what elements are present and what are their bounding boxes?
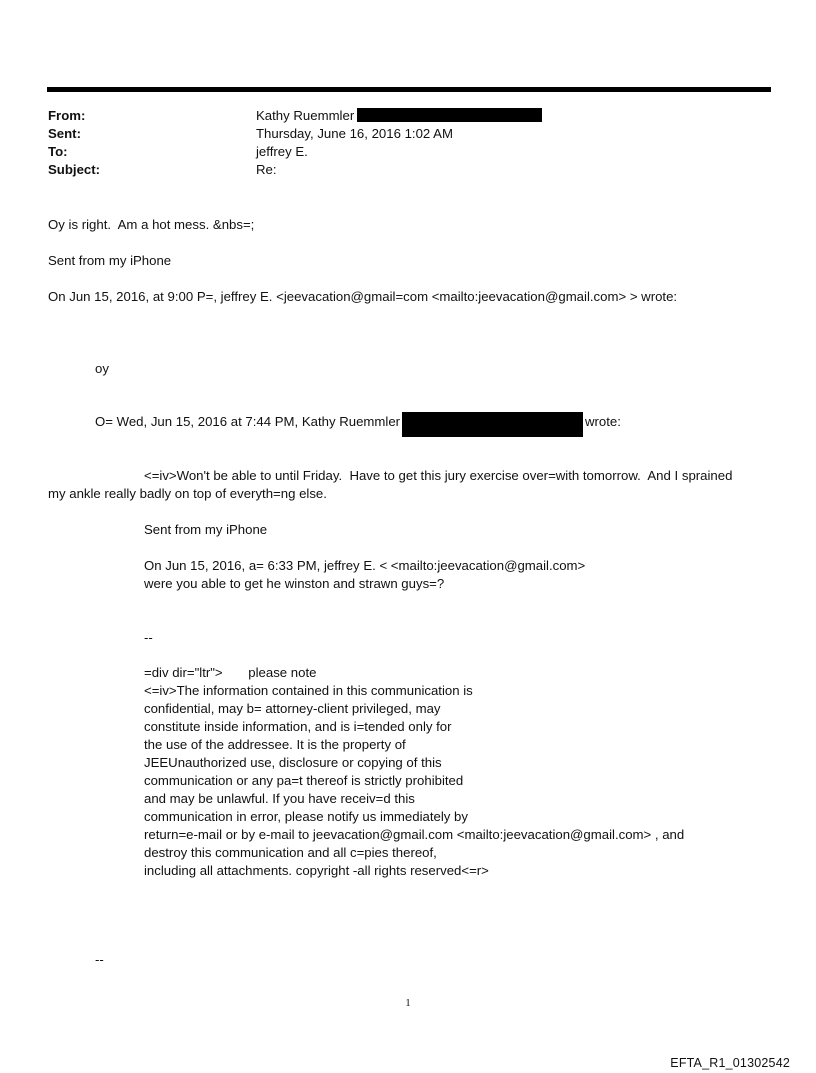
quote-header-suffix: wrote: bbox=[585, 414, 621, 429]
disclaimer-line: JEEUnauthorized use, disclosure or copying of this bbox=[144, 755, 442, 770]
separator-text: -- bbox=[95, 952, 104, 967]
from-value: Kathy Ruemmler bbox=[256, 108, 355, 123]
disclaimer-line: and may be unlawful. If you have receiv=d this bbox=[144, 791, 415, 806]
signature-line: Sent from my iPhone bbox=[48, 253, 172, 268]
redaction-box bbox=[357, 108, 542, 122]
signature-line: Sent from my iPhone bbox=[144, 522, 268, 537]
disclaimer-line: return=e-mail or by e-mail to jeevacation@gmail.com <mailto:jeevacation@gmail.com> , and bbox=[144, 827, 685, 842]
sent-label: Sent: bbox=[48, 126, 81, 141]
subject-value: Re: bbox=[256, 162, 277, 177]
message-line: were you able to get he winston and strawn guys=? bbox=[144, 576, 445, 591]
redaction-box bbox=[402, 412, 583, 437]
subject-label: Subject: bbox=[48, 162, 101, 177]
disclaimer-line: communication in error, please notify us immediately by bbox=[144, 809, 468, 824]
disclaimer-line: communication or any pa=t thereof is strictly prohibited bbox=[144, 773, 464, 788]
quote-header: On Jun 15, 2016, at 9:00 P=, jeffrey E. <jeevacation@gmail=com <mailto:jeevacation@gmail.com> > wrote: bbox=[48, 289, 678, 304]
disclaimer-line: =div dir="ltr"> please note bbox=[144, 665, 317, 680]
reply-line: Oy is right. Am a hot mess. &nbs=; bbox=[48, 217, 255, 232]
quoted-reply: oy bbox=[95, 361, 109, 376]
message-line: <=iv>Won't be able to until Friday. Have to get this jury exercise over=with tomorrow. And I sprained bbox=[144, 468, 733, 483]
disclaimer-line: the use of the addressee. It is the property of bbox=[144, 737, 406, 752]
to-value: jeffrey E. bbox=[256, 144, 308, 159]
disclaimer-line: destroy this communication and all c=pies thereof, bbox=[144, 845, 437, 860]
separator-text: -- bbox=[144, 630, 153, 645]
from-label: From: bbox=[48, 108, 86, 123]
sent-value: Thursday, June 16, 2016 1:02 AM bbox=[256, 126, 453, 141]
disclaimer-block bbox=[144, 664, 684, 880]
bates-number: EFTA_R1_01302542 bbox=[670, 1056, 790, 1070]
page-number: 1 bbox=[405, 997, 411, 1009]
quote-header: On Jun 15, 2016, a= 6:33 PM, jeffrey E. < <mailto:jeevacation@gmail.com> bbox=[144, 558, 586, 573]
disclaimer-line: confidential, may b= attorney-client privileged, may bbox=[144, 701, 441, 716]
message-line: my ankle really badly on top of everyth=ng else. bbox=[48, 486, 327, 501]
disclaimer-line: constitute inside information, and is i=tended only for bbox=[144, 719, 452, 734]
disclaimer-line: <=iv>The information contained in this communication is bbox=[144, 683, 473, 698]
header-rule bbox=[47, 87, 771, 92]
to-label: To: bbox=[48, 144, 68, 159]
quote-header: O= Wed, Jun 15, 2016 at 7:44 PM, Kathy Ruemmler bbox=[95, 414, 401, 429]
disclaimer-line: including all attachments. copyright -all rights reserved<=r> bbox=[144, 863, 489, 878]
